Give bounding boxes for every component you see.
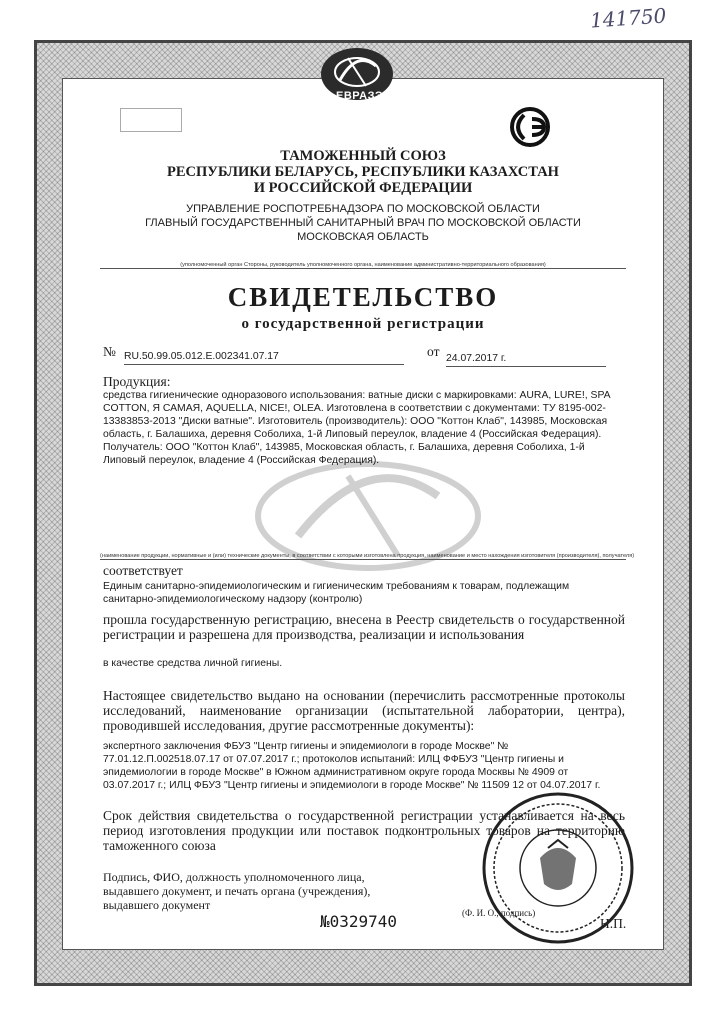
- basis-line: 03.07.2017 г.; ИЛЦ ФБУЗ "Центр гигиены и эпидемиологи в городе Москве" № 11509 12 от 04.07.2017 г.: [103, 780, 601, 791]
- basis-line: 77.01.12.П.002518.07.17 от 07.07.2017 г.; протоколов испытаний: ИЛЦ ФФБУЗ "Центр гигиены и: [103, 754, 564, 765]
- conformity-mark-icon: [504, 106, 556, 148]
- product-line: Получатель: ООО "Коттон Клаб", 143985, Московская область, г. Балашиха, деревня Соболиха, 1-й: [103, 442, 585, 453]
- usage-text: в качестве средства личной гигиены.: [103, 658, 283, 669]
- faded-stamp: [120, 108, 182, 132]
- authority-caption: (уполномоченный орган Стороны, руководитель уполномоченного органа, наименование административно-территориального образования): [100, 262, 626, 269]
- basis-line: эпидемиологии в городе Москве" в Южном административном округе города Москвы № 4909 от: [103, 767, 569, 778]
- basis-line: экспертного заключения ФБУЗ "Центр гигиены и эпидемиологи в городе Москве" №: [103, 741, 509, 752]
- header-line-1: ТАМОЖЕННЫЙ СОЮЗ: [280, 148, 446, 164]
- authority-line-3: МОСКОВСКАЯ ОБЛАСТЬ: [297, 231, 429, 243]
- product-line: Липовый переулок, владение 4 (Российская Федерация).: [103, 455, 380, 466]
- logo-text: ЕВРАЗЭС: [336, 90, 392, 102]
- document-title: СВИДЕТЕЛЬСТВО: [227, 282, 499, 312]
- document-subtitle: о государственной регистрации: [241, 316, 485, 332]
- product-line: COTTON, Я САМАЯ, AQUELLA, NICE!, OLEA. Изготовлена в соответствии с документами: ТУ 8195-002-: [103, 403, 606, 414]
- product-line: 13383853-2013 "Диски ватные". Изготовитель (производитель): ООО "Коттон Клаб", 143985, Московская: [103, 416, 608, 427]
- number-label: №: [103, 344, 116, 359]
- conformity-line: Единым санитарно-эпидемиологическим и гигиеническим требованиям к товарам, подлежащим: [103, 581, 570, 592]
- product-line: средства гигиенические одноразового использования: ватные диски с маркировками: AURA, LURE!, SPA: [103, 390, 611, 401]
- product-line: область, г. Балашиха, деревня Соболиха, 1-й Липовый переулок, владение 4 (Российская Федерация).: [103, 429, 602, 440]
- signature-label: выдавшего документ: [103, 898, 211, 912]
- header-line-3: И РОССИЙСКОЙ ФЕДЕРАЦИИ: [253, 180, 473, 196]
- header-line-2: РЕСПУБЛИКИ БЕЛАРУСЬ, РЕСПУБЛИКИ КАЗАХСТАН: [167, 164, 559, 180]
- validity-statement: Срок действия свидетельства о государственной регистрации устанавливается на весь период изготовления продукции или поставок подконтрольных товаров на территорию таможенного союза: [103, 808, 625, 853]
- product-caption: (наименование продукции, нормативные и (или) технические документы, в соответствии с которыми изготовлена продукция, наименование и место нахождения изготовителя (производителя), получателя): [100, 553, 635, 559]
- registration-number: RU.50.99.05.012.Е.002341.07.17: [124, 350, 404, 365]
- authority-line-1: УПРАВЛЕНИЕ РОСПОТРЕБНАДЗОРА ПО МОСКОВСКОЙ ОБЛАСТИ: [186, 203, 540, 215]
- date-label: от: [427, 344, 440, 359]
- basis-statement: Настоящее свидетельство выдано на основании (перечислить рассмотренные протоколы исследований, наименование организации (испытательной лаборатории, центра), проводившей исследования, другие рассмотренные документы):: [103, 688, 625, 733]
- conformity-line: санитарно-эпидемиологическому надзору (контролю): [103, 594, 363, 605]
- conformity-label: соответствует: [103, 563, 183, 578]
- signature-label: выдавшего документ, и печать органа (учреждения),: [103, 884, 371, 898]
- authority-line-2: ГЛАВНЫЙ ГОСУДАРСТВЕННЫЙ САНИТАРНЫЙ ВРАЧ ПО МОСКОВСКОЙ ОБЛАСТИ: [145, 217, 581, 229]
- form-number: №0329740: [320, 912, 398, 931]
- fio-caption: (Ф. И. О., подпись): [462, 908, 536, 918]
- registration-date: 24.07.2017 г.: [446, 352, 606, 367]
- product-label: Продукция:: [103, 374, 171, 389]
- handwritten-number: 141750: [589, 3, 668, 33]
- signatory-name: Н.П.: [600, 916, 627, 931]
- signature-label: Подпись, ФИО, должность уполномоченного лица,: [103, 870, 365, 884]
- official-seal: [478, 788, 638, 948]
- registration-statement: прошла государственную регистрацию, внесена в Реестр свидетельств о государственной регистрации и разрешена для производства, реализации и использования: [103, 612, 625, 642]
